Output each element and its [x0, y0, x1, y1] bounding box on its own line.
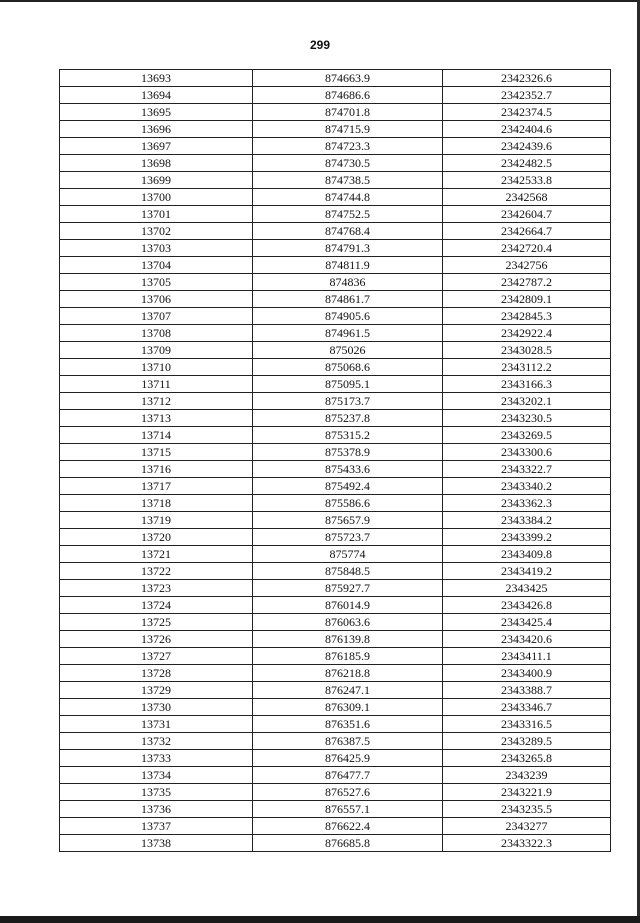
- point-id-cell: 13718: [60, 495, 253, 512]
- point-id-cell: 13722: [60, 563, 253, 580]
- point-id-cell: 13695: [60, 104, 253, 121]
- page-bottom-border: [0, 916, 640, 923]
- y-coordinate-cell: 2343400.9: [443, 665, 611, 682]
- page-number: 299: [309, 38, 331, 52]
- x-coordinate-cell: 874752.5: [253, 206, 443, 223]
- y-coordinate-cell: 2343340.2: [443, 478, 611, 495]
- y-coordinate-cell: 2342720.4: [443, 240, 611, 257]
- y-coordinate-cell: 2343425: [443, 580, 611, 597]
- point-id-cell: 13737: [60, 818, 253, 835]
- point-id-cell: 13720: [60, 529, 253, 546]
- x-coordinate-cell: 876218.8: [253, 665, 443, 682]
- point-id-cell: 13694: [60, 87, 253, 104]
- y-coordinate-cell: 2343269.5: [443, 427, 611, 444]
- table-row: [60, 274, 611, 291]
- x-coordinate-cell: 876063.6: [253, 614, 443, 631]
- y-coordinate-cell: 2343166.3: [443, 376, 611, 393]
- y-coordinate-cell: 2342326.6: [443, 70, 611, 87]
- x-coordinate-cell: 876425.9: [253, 750, 443, 767]
- y-coordinate-cell: 2343419.2: [443, 563, 611, 580]
- y-coordinate-cell: 2343112.2: [443, 359, 611, 376]
- table-row: [60, 189, 611, 206]
- table-row: [60, 121, 611, 138]
- table-row: [60, 461, 611, 478]
- point-id-cell: 13732: [60, 733, 253, 750]
- point-id-cell: 13736: [60, 801, 253, 818]
- y-coordinate-cell: 2342352.7: [443, 87, 611, 104]
- x-coordinate-cell: 875095.1: [253, 376, 443, 393]
- y-coordinate-cell: 2343289.5: [443, 733, 611, 750]
- table-row: [60, 155, 611, 172]
- y-coordinate-cell: 2343420.6: [443, 631, 611, 648]
- table-row: [60, 444, 611, 461]
- table-row: [60, 631, 611, 648]
- x-coordinate-cell: 874730.5: [253, 155, 443, 172]
- x-coordinate-cell: 874861.7: [253, 291, 443, 308]
- table-row: [60, 172, 611, 189]
- point-id-cell: 13729: [60, 682, 253, 699]
- y-coordinate-cell: 2342439.6: [443, 138, 611, 155]
- table-row: [60, 410, 611, 427]
- table-row: [60, 818, 611, 835]
- point-id-cell: 13726: [60, 631, 253, 648]
- x-coordinate-cell: 875586.6: [253, 495, 443, 512]
- x-coordinate-cell: 874811.9: [253, 257, 443, 274]
- y-coordinate-cell: 2343322.7: [443, 461, 611, 478]
- y-coordinate-cell: 2342664.7: [443, 223, 611, 240]
- point-id-cell: 13716: [60, 461, 253, 478]
- y-coordinate-cell: 2343300.6: [443, 444, 611, 461]
- table-row: [60, 682, 611, 699]
- point-id-cell: 13735: [60, 784, 253, 801]
- y-coordinate-cell: 2343426.8: [443, 597, 611, 614]
- point-id-cell: 13733: [60, 750, 253, 767]
- point-id-cell: 13698: [60, 155, 253, 172]
- x-coordinate-cell: 875237.8: [253, 410, 443, 427]
- x-coordinate-cell: 876622.4: [253, 818, 443, 835]
- point-id-cell: 13693: [60, 70, 253, 87]
- table-row: [60, 325, 611, 342]
- point-id-cell: 13702: [60, 223, 253, 240]
- x-coordinate-cell: 875315.2: [253, 427, 443, 444]
- y-coordinate-cell: 2342809.1: [443, 291, 611, 308]
- x-coordinate-cell: 874738.5: [253, 172, 443, 189]
- point-id-cell: 13704: [60, 257, 253, 274]
- point-id-cell: 13715: [60, 444, 253, 461]
- y-coordinate-cell: 2343384.2: [443, 512, 611, 529]
- x-coordinate-cell: 874723.3: [253, 138, 443, 155]
- y-coordinate-cell: 2343202.1: [443, 393, 611, 410]
- y-coordinate-cell: 2342533.8: [443, 172, 611, 189]
- y-coordinate-cell: 2343028.5: [443, 342, 611, 359]
- y-coordinate-cell: 2343399.2: [443, 529, 611, 546]
- y-coordinate-cell: 2343316.5: [443, 716, 611, 733]
- point-id-cell: 13734: [60, 767, 253, 784]
- point-id-cell: 13712: [60, 393, 253, 410]
- table-row: [60, 308, 611, 325]
- x-coordinate-cell: 875848.5: [253, 563, 443, 580]
- point-id-cell: 13701: [60, 206, 253, 223]
- table-row: [60, 478, 611, 495]
- x-coordinate-cell: 876139.8: [253, 631, 443, 648]
- x-coordinate-cell: 874663.9: [253, 70, 443, 87]
- point-id-cell: 13724: [60, 597, 253, 614]
- table-row: [60, 512, 611, 529]
- table-row: [60, 733, 611, 750]
- y-coordinate-cell: 2343409.8: [443, 546, 611, 563]
- point-id-cell: 13721: [60, 546, 253, 563]
- y-coordinate-cell: 2342756: [443, 257, 611, 274]
- x-coordinate-cell: 875774: [253, 546, 443, 563]
- y-coordinate-cell: 2343411.1: [443, 648, 611, 665]
- coordinates-table: [59, 69, 611, 852]
- point-id-cell: 13728: [60, 665, 253, 682]
- table-row: [60, 87, 611, 104]
- point-id-cell: 13707: [60, 308, 253, 325]
- x-coordinate-cell: 875492.4: [253, 478, 443, 495]
- x-coordinate-cell: 874768.4: [253, 223, 443, 240]
- x-coordinate-cell: 875173.7: [253, 393, 443, 410]
- x-coordinate-cell: 876309.1: [253, 699, 443, 716]
- point-id-cell: 13700: [60, 189, 253, 206]
- x-coordinate-cell: 874836: [253, 274, 443, 291]
- table-row: [60, 427, 611, 444]
- point-id-cell: 13705: [60, 274, 253, 291]
- table-row: [60, 376, 611, 393]
- point-id-cell: 13711: [60, 376, 253, 393]
- table-row: [60, 546, 611, 563]
- table-row: [60, 240, 611, 257]
- point-id-cell: 13723: [60, 580, 253, 597]
- table-row: [60, 699, 611, 716]
- x-coordinate-cell: 876387.5: [253, 733, 443, 750]
- table-row: [60, 614, 611, 631]
- x-coordinate-cell: 875378.9: [253, 444, 443, 461]
- point-id-cell: 13738: [60, 835, 253, 852]
- table-row: [60, 750, 611, 767]
- y-coordinate-cell: 2342568: [443, 189, 611, 206]
- table-row: [60, 342, 611, 359]
- table-row: [60, 291, 611, 308]
- y-coordinate-cell: 2343221.9: [443, 784, 611, 801]
- y-coordinate-cell: 2342374.5: [443, 104, 611, 121]
- point-id-cell: 13717: [60, 478, 253, 495]
- point-id-cell: 13731: [60, 716, 253, 733]
- table-row: [60, 835, 611, 852]
- point-id-cell: 13719: [60, 512, 253, 529]
- x-coordinate-cell: 874961.5: [253, 325, 443, 342]
- point-id-cell: 13710: [60, 359, 253, 376]
- x-coordinate-cell: 875723.7: [253, 529, 443, 546]
- point-id-cell: 13727: [60, 648, 253, 665]
- point-id-cell: 13709: [60, 342, 253, 359]
- table-row: [60, 495, 611, 512]
- table-row: [60, 665, 611, 682]
- y-coordinate-cell: 2342787.2: [443, 274, 611, 291]
- point-id-cell: 13713: [60, 410, 253, 427]
- x-coordinate-cell: 874744.8: [253, 189, 443, 206]
- x-coordinate-cell: 874701.8: [253, 104, 443, 121]
- point-id-cell: 13725: [60, 614, 253, 631]
- point-id-cell: 13708: [60, 325, 253, 342]
- y-coordinate-cell: 2342604.7: [443, 206, 611, 223]
- table-row: [60, 801, 611, 818]
- x-coordinate-cell: 876527.6: [253, 784, 443, 801]
- x-coordinate-cell: 875068.6: [253, 359, 443, 376]
- table-row: [60, 597, 611, 614]
- point-id-cell: 13730: [60, 699, 253, 716]
- table-row: [60, 563, 611, 580]
- x-coordinate-cell: 876477.7: [253, 767, 443, 784]
- x-coordinate-cell: 875026: [253, 342, 443, 359]
- table-row: [60, 393, 611, 410]
- y-coordinate-cell: 2343346.7: [443, 699, 611, 716]
- x-coordinate-cell: 876557.1: [253, 801, 443, 818]
- x-coordinate-cell: 876014.9: [253, 597, 443, 614]
- x-coordinate-cell: 876685.8: [253, 835, 443, 852]
- point-id-cell: 13696: [60, 121, 253, 138]
- x-coordinate-cell: 874686.6: [253, 87, 443, 104]
- point-id-cell: 13697: [60, 138, 253, 155]
- y-coordinate-cell: 2342845.3: [443, 308, 611, 325]
- table-row: [60, 580, 611, 597]
- table-row: [60, 257, 611, 274]
- table-row: [60, 784, 611, 801]
- point-id-cell: 13714: [60, 427, 253, 444]
- x-coordinate-cell: 876351.6: [253, 716, 443, 733]
- x-coordinate-cell: 875433.6: [253, 461, 443, 478]
- y-coordinate-cell: 2343230.5: [443, 410, 611, 427]
- x-coordinate-cell: 875657.9: [253, 512, 443, 529]
- table-row: [60, 529, 611, 546]
- table-row: [60, 648, 611, 665]
- point-id-cell: 13699: [60, 172, 253, 189]
- y-coordinate-cell: 2343239: [443, 767, 611, 784]
- table-row: [60, 206, 611, 223]
- table-row: [60, 70, 611, 87]
- table-row: [60, 104, 611, 121]
- x-coordinate-cell: 874905.6: [253, 308, 443, 325]
- x-coordinate-cell: 876185.9: [253, 648, 443, 665]
- coordinates-table-body: [60, 70, 611, 852]
- point-id-cell: 13706: [60, 291, 253, 308]
- y-coordinate-cell: 2343235.5: [443, 801, 611, 818]
- table-row: [60, 716, 611, 733]
- table-row: [60, 359, 611, 376]
- x-coordinate-cell: 874715.9: [253, 121, 443, 138]
- table-row: [60, 223, 611, 240]
- y-coordinate-cell: 2342482.5: [443, 155, 611, 172]
- y-coordinate-cell: 2343388.7: [443, 682, 611, 699]
- point-id-cell: 13703: [60, 240, 253, 257]
- y-coordinate-cell: 2342922.4: [443, 325, 611, 342]
- x-coordinate-cell: 876247.1: [253, 682, 443, 699]
- x-coordinate-cell: 875927.7: [253, 580, 443, 597]
- page-top-border: [0, 0, 640, 2]
- y-coordinate-cell: 2343265.8: [443, 750, 611, 767]
- y-coordinate-cell: 2343322.3: [443, 835, 611, 852]
- y-coordinate-cell: 2343277: [443, 818, 611, 835]
- y-coordinate-cell: 2343425.4: [443, 614, 611, 631]
- table-row: [60, 138, 611, 155]
- x-coordinate-cell: 874791.3: [253, 240, 443, 257]
- y-coordinate-cell: 2342404.6: [443, 121, 611, 138]
- table-row: [60, 767, 611, 784]
- y-coordinate-cell: 2343362.3: [443, 495, 611, 512]
